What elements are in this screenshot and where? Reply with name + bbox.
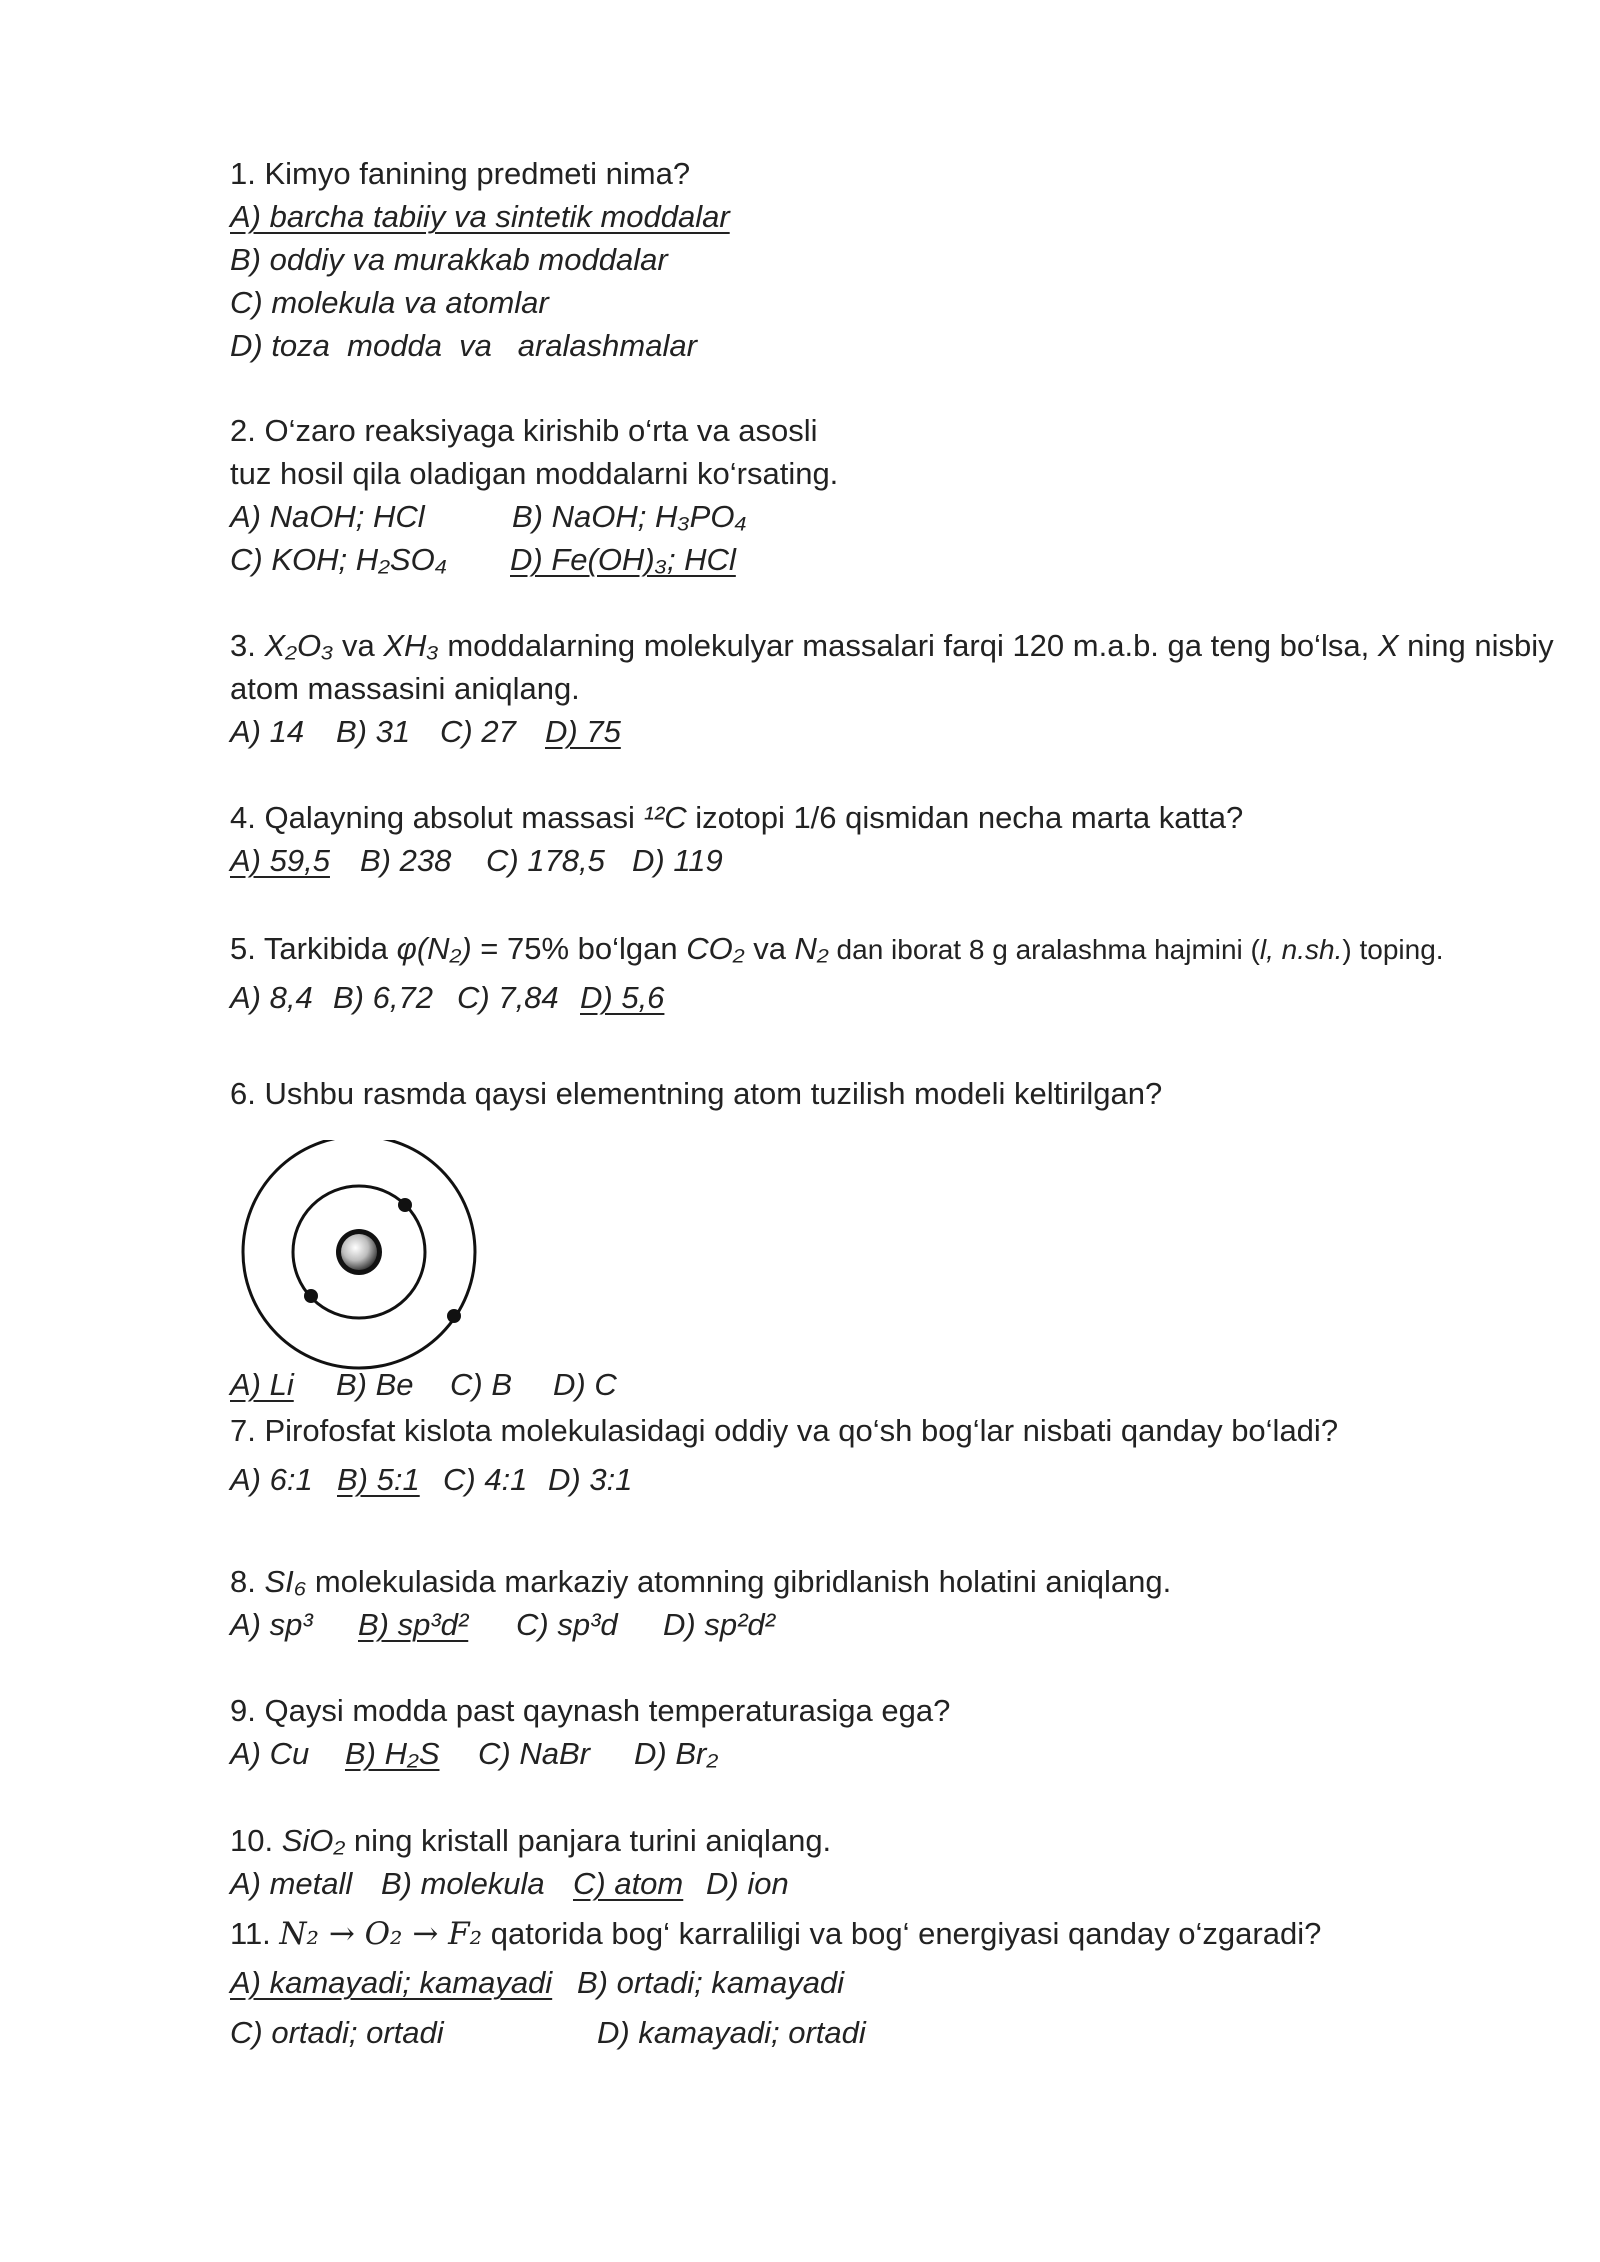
q8-option-a: A) sp³ bbox=[230, 1607, 313, 1642]
q2-text-line1: 2. O‘zaro reaksiyaga kirishib o‘rta va asosli bbox=[230, 413, 818, 448]
q10-option-b: B) molekula bbox=[381, 1866, 545, 1901]
q3-text-line2: atom massasini aniqlang. bbox=[230, 671, 580, 706]
q8-text-post: molekulasida markaziy atomning gibridlanish holatini aniqlang. bbox=[306, 1564, 1172, 1599]
q6-text: 6. Ushbu rasmda qaysi elementning atom tuzilish modeli keltirilgan? bbox=[230, 1076, 1163, 1111]
q9-option-b: B) H₂S bbox=[345, 1736, 440, 1771]
q7-option-d: D) 3:1 bbox=[548, 1462, 633, 1497]
q5-text bbox=[230, 928, 1444, 971]
q4-isotope: ¹²C bbox=[643, 800, 687, 835]
q9-option-d: D) Br₂ bbox=[634, 1736, 719, 1771]
q4-option-b: B) 238 bbox=[360, 843, 452, 878]
q3-formula-2: XH₃ bbox=[383, 628, 439, 663]
q1-option-a: A) barcha tabiiy va sintetik moddalar bbox=[230, 199, 730, 234]
q4-text-post: izotopi 1/6 qismidan necha marta katta? bbox=[686, 800, 1244, 835]
q10-option-c: C) atom bbox=[573, 1866, 684, 1901]
q3-option-a: A) 14 bbox=[230, 714, 305, 749]
q2-text-line2: tuz hosil qila oladigan moddalarni ko‘rsating. bbox=[230, 456, 839, 491]
q10-text-post: ning kristall panjara turini aniqlang. bbox=[345, 1823, 832, 1858]
q5-phi: φ(N₂) bbox=[396, 931, 472, 966]
q11-option-a: A) kamayadi; kamayadi bbox=[230, 1965, 553, 2000]
q5-option-d: D) 5,6 bbox=[580, 980, 665, 1015]
q11-option-d: D) kamayadi; ortadi bbox=[597, 2015, 866, 2050]
q8-text-pre: 8. bbox=[230, 1564, 265, 1599]
q1-text: 1. Kimyo fanining predmeti nima? bbox=[230, 156, 691, 191]
atom-model-image bbox=[240, 1140, 485, 1370]
q6-option-b: B) Be bbox=[336, 1367, 414, 1402]
q8-option-d: D) sp²d² bbox=[663, 1607, 775, 1642]
q3-number: 3. bbox=[230, 628, 265, 663]
q3-option-c: C) 27 bbox=[440, 714, 516, 749]
q5-n2: N₂ bbox=[794, 931, 829, 966]
q4-option-c: C) 178,5 bbox=[486, 843, 605, 878]
q2-option-c: C) KOH; H₂SO₄ bbox=[230, 542, 448, 577]
q3-text-line1 bbox=[230, 625, 1554, 667]
q5-option-a: A) 8,4 bbox=[230, 980, 313, 1015]
q3-text-end: ning nisbiy bbox=[1398, 628, 1554, 663]
q7-option-c: C) 4:1 bbox=[443, 1462, 528, 1497]
q8-option-c: C) sp³d bbox=[516, 1607, 618, 1642]
q6-option-c: C) B bbox=[450, 1367, 512, 1402]
q5-units: l, n.sh. bbox=[1259, 934, 1343, 965]
q3-option-d: D) 75 bbox=[545, 714, 621, 749]
q5-co2: CO₂ bbox=[686, 931, 745, 966]
q4-text bbox=[230, 797, 1243, 839]
q2-option-b: B) NaOH; H₃PO₄ bbox=[512, 499, 747, 534]
q3-text-mid2: moddalarning molekulyar massalari farqi 120 m.a.b. ga teng bo‘lsa, bbox=[438, 628, 1378, 663]
q4-text-pre: 4. Qalayning absolut massasi bbox=[230, 800, 644, 835]
q3-text-mid1: va bbox=[333, 628, 384, 663]
q5-text-end: ) toping. bbox=[1342, 934, 1444, 965]
q9-text: 9. Qaysi modda past qaynash temperaturasiga ega? bbox=[230, 1693, 951, 1728]
q3-x: X bbox=[1377, 628, 1399, 663]
q9-option-a: A) Cu bbox=[230, 1736, 310, 1771]
q3-option-b: B) 31 bbox=[336, 714, 411, 749]
q5-text-mid1: = 75% bo‘lgan bbox=[471, 931, 687, 966]
q5-text-mid2: va bbox=[744, 931, 795, 966]
q1-option-d: D) toza modda va aralashmalar bbox=[230, 328, 697, 363]
q7-option-b: B) 5:1 bbox=[337, 1462, 420, 1497]
q4-option-a: A) 59,5 bbox=[230, 843, 330, 878]
q2-option-a: A) NaOH; HCl bbox=[230, 499, 425, 534]
q8-option-b: B) sp³d² bbox=[358, 1607, 469, 1642]
q11-option-c: C) ortadi; ortadi bbox=[230, 2015, 444, 2050]
q8-text bbox=[230, 1561, 1171, 1603]
q10-formula: SiO₂ bbox=[281, 1823, 346, 1858]
q1-option-c: C) molekula va atomlar bbox=[230, 285, 549, 320]
electron-inner-2 bbox=[304, 1289, 318, 1303]
q11-text bbox=[230, 1913, 1321, 1955]
q6-option-d: D) C bbox=[553, 1367, 617, 1402]
q5-text-pre: 5. Tarkibida bbox=[230, 931, 397, 966]
electron-outer-1 bbox=[447, 1309, 461, 1323]
q11-text-post: qatorida bog‘ karraliligi va bog‘ energiyasi qanday o‘zgaradi? bbox=[482, 1916, 1322, 1951]
q10-text-pre: 10. bbox=[230, 1823, 282, 1858]
q2-option-d: D) Fe(OH)₃; HCl bbox=[510, 542, 736, 577]
q10-text bbox=[230, 1820, 831, 1862]
q11-option-b: B) ortadi; kamayadi bbox=[577, 1965, 845, 2000]
q8-formula: SI₆ bbox=[264, 1564, 307, 1599]
q7-option-a: A) 6:1 bbox=[230, 1462, 313, 1497]
q5-option-c: C) 7,84 bbox=[457, 980, 559, 1015]
q10-option-d: D) ion bbox=[706, 1866, 789, 1901]
q5-option-b: B) 6,72 bbox=[333, 980, 433, 1015]
q11-text-pre: 11. bbox=[230, 1916, 280, 1951]
q11-formula: N₂ → O₂ → F₂ bbox=[279, 1916, 483, 1952]
q9-option-c: C) NaBr bbox=[478, 1736, 590, 1771]
q10-option-a: A) metall bbox=[230, 1866, 353, 1901]
electron-inner-1 bbox=[398, 1198, 412, 1212]
q6-option-a: A) Li bbox=[230, 1367, 294, 1402]
q1-option-b: B) oddiy va murakkab moddalar bbox=[230, 242, 668, 277]
q4-option-d: D) 119 bbox=[632, 843, 723, 878]
q7-text: 7. Pirofosfat kislota molekulasidagi oddiy va qo‘sh bog‘lar nisbati qanday bo‘ladi? bbox=[230, 1413, 1339, 1448]
q5-text-mid3: dan iborat 8 g aralashma hajmini ( bbox=[828, 934, 1260, 965]
q3-formula-1: X₂O₃ bbox=[264, 628, 334, 663]
